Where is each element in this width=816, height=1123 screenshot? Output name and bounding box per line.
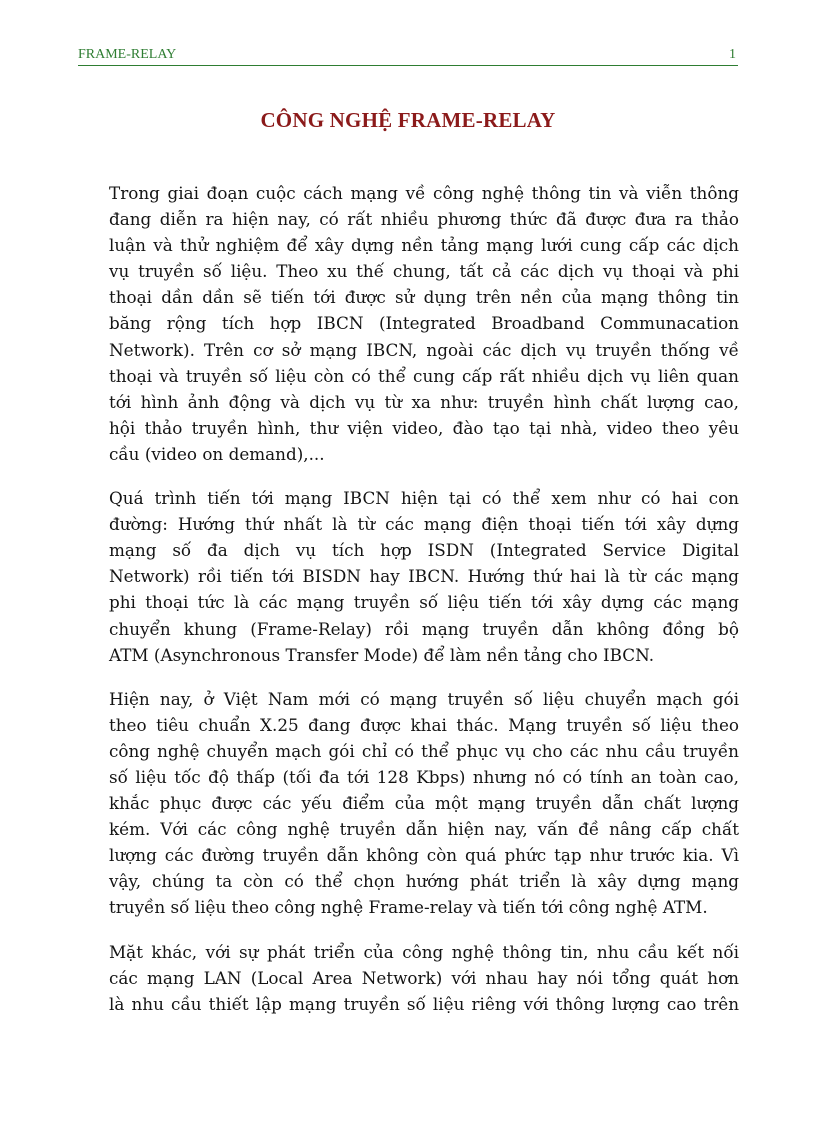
page-number: 1 xyxy=(729,47,736,62)
text-line: là nhu cầu thiết lập mạng truyền số liệu riêng với thông lượng cao trên xyxy=(109,993,739,1014)
page-header xyxy=(78,47,738,66)
text-line: vụ truyền số liệu. Theo xu thế chung, tất cả các dịch vụ thoại và phi xyxy=(109,261,739,282)
paragraph xyxy=(109,485,739,668)
header-title: FRAME-RELAY xyxy=(78,47,177,62)
text-line: tới hình ảnh động và dịch vụ từ xa như: truyền hình chất lượng cao, xyxy=(109,391,739,412)
text-line: Trong giai đoạn cuộc cách mạng về công nghệ thông tin và viễn thông xyxy=(109,183,739,203)
text-line: Mặt khác, với sự phát triển của công nghệ thông tin, nhu cầu kết nối xyxy=(109,941,739,962)
text-line: thoại và truyền số liệu còn có thể cung cấp rất nhiều dịch vụ liên quan xyxy=(109,365,739,386)
text-line: đang diễn ra hiện nay, có rất nhiều phương thức đã được đưa ra thảo xyxy=(109,209,739,230)
text-line: băng rộng tích hợp IBCN (Integrated Broadband Communacation xyxy=(109,313,739,334)
text-line: chuyển khung (Frame-Relay) rồi mạng truyền dẫn không đồng bộ xyxy=(109,618,739,639)
paragraph xyxy=(109,180,739,467)
text-line: Hiện nay, ở Việt Nam mới có mạng truyền số liệu chuyển mạch gói xyxy=(109,688,739,709)
paragraph xyxy=(109,939,739,1017)
text-line: lượng các đường truyền dẫn không còn quá phức tạp như trước kia. Vì xyxy=(109,845,739,866)
text-line: truyền số liệu theo công nghệ Frame-relay và tiến tới công nghệ ATM. xyxy=(109,897,708,918)
text-line: Network). Trên cơ sở mạng IBCN, ngoài các dịch vụ truyền thống về xyxy=(109,339,739,360)
document-body xyxy=(109,180,739,1035)
paragraph xyxy=(109,686,739,921)
text-line: ATM (Asynchronous Transfer Mode) để làm nền tảng cho IBCN. xyxy=(109,644,655,665)
text-line: công nghệ chuyển mạch gói chỉ có thể phục vụ cho các nhu cầu truyền xyxy=(109,740,739,761)
text-line: kém. Với các công nghệ truyền dẫn hiện nay, vấn đề nâng cấp chất xyxy=(109,819,739,840)
text-line: cầu (video on demand),... xyxy=(109,443,325,464)
text-line: thoại dần dần sẽ tiến tới được sử dụng trên nền của mạng thông tin xyxy=(109,287,739,308)
text-line: theo tiêu chuẩn X.25 đang được khai thác. Mạng truyền số liệu theo xyxy=(109,714,739,735)
document-title: CÔNG NGHỆ FRAME-RELAY xyxy=(260,108,556,132)
text-line: mạng số đa dịch vụ tích hợp ISDN (Integrated Service Digital xyxy=(109,540,739,561)
text-line: luận và thử nghiệm để xây dựng nền tảng mạng lưới cung cấp các dịch xyxy=(109,235,739,256)
text-line: phi thoại tức là các mạng truyền số liệu tiến tới xây dựng các mạng xyxy=(109,592,739,613)
text-line: khắc phục được các yếu điểm của một mạng truyền dẫn chất lượng xyxy=(109,793,739,814)
text-line: vậy, chúng ta còn có thể chọn hướng phát triển là xây dựng mạng xyxy=(109,871,739,892)
text-line: đường: Hướng thứ nhất là từ các mạng điện thoại tiến tới xây dựng xyxy=(109,514,739,535)
text-line: Quá trình tiến tới mạng IBCN hiện tại có thể xem như có hai con xyxy=(109,488,739,509)
text-line: số liệu tốc độ thấp (tối đa tới 128 Kbps) nhưng nó có tính an toàn cao, xyxy=(109,766,739,787)
text-line: hội thảo truyền hình, thư viện video, đào tạo tại nhà, video theo yêu xyxy=(109,417,739,438)
text-line: các mạng LAN (Local Area Network) với nhau hay nói tổng quát hơn xyxy=(109,967,739,988)
text-line: Network) rồi tiến tới BISDN hay IBCN. Hướng thứ hai là từ các mạng xyxy=(109,566,739,587)
